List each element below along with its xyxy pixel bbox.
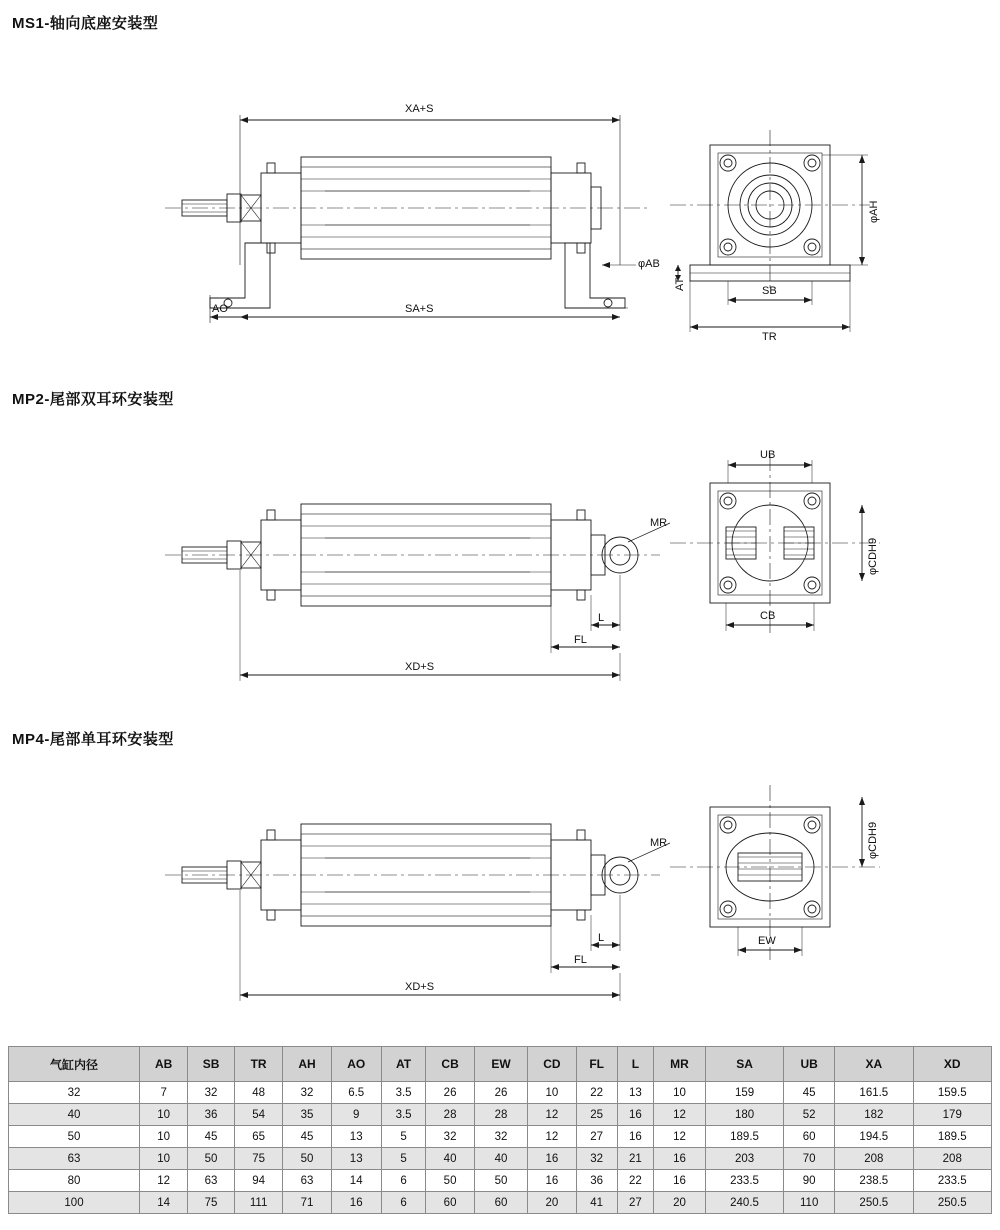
table-cell: 208: [835, 1148, 913, 1170]
table-cell: 12: [654, 1126, 706, 1148]
table-cell: 161.5: [835, 1082, 913, 1104]
table-col-header: CD: [528, 1047, 576, 1082]
table-cell: 13: [331, 1148, 381, 1170]
table-col-header: SA: [705, 1047, 783, 1082]
label-cb: CB: [760, 610, 776, 622]
table-cell: 16: [654, 1170, 706, 1192]
table-cell: 26: [474, 1082, 528, 1104]
table-cell: 203: [705, 1148, 783, 1170]
table-cell: 182: [835, 1104, 913, 1126]
label-sa-s: SA+S: [405, 303, 434, 315]
table-row: [9, 1082, 992, 1104]
table-cell: 45: [283, 1126, 331, 1148]
table-cell: 22: [576, 1082, 617, 1104]
label-cdh9-mp4: φCDH9: [867, 821, 879, 859]
table-cell: 75: [234, 1148, 283, 1170]
table-cell: 63: [188, 1170, 235, 1192]
table-cell: 45: [188, 1126, 235, 1148]
table-cell: 179: [913, 1104, 992, 1126]
table-cell: 60: [784, 1126, 835, 1148]
table-col-header: MR: [654, 1047, 706, 1082]
table-col-header: EW: [474, 1047, 528, 1082]
table-cell: 27: [576, 1126, 617, 1148]
table-cell: 32: [426, 1126, 474, 1148]
figure-mp4: [150, 775, 910, 1025]
table-cell: 63: [283, 1170, 331, 1192]
label-fl-mp4: FL: [574, 954, 587, 966]
table-cell: 27: [617, 1192, 653, 1214]
table-cell: 180: [705, 1104, 783, 1126]
table-cell: 159.5: [913, 1082, 992, 1104]
label-fl-mp2: FL: [574, 634, 587, 646]
table-cell: 12: [140, 1170, 188, 1192]
figure-mp4-drawing: [150, 775, 910, 1025]
table-col-header: 气缸内径: [9, 1047, 140, 1082]
table-cell: 240.5: [705, 1192, 783, 1214]
table-cell: 5: [381, 1126, 426, 1148]
figure-ms1: [150, 95, 910, 360]
table-cell: 48: [234, 1082, 283, 1104]
table-cell: 12: [528, 1126, 576, 1148]
table-cell: 100: [9, 1192, 140, 1214]
table-cell: 14: [140, 1192, 188, 1214]
table-cell: 10: [528, 1082, 576, 1104]
table-cell: 28: [426, 1104, 474, 1126]
table-cell: 16: [617, 1104, 653, 1126]
table-cell: 12: [654, 1104, 706, 1126]
label-l-mp2: L: [598, 612, 605, 624]
table-cell: 111: [234, 1192, 283, 1214]
label-ub: UB: [760, 449, 776, 461]
table-cell: 32: [9, 1082, 140, 1104]
table-cell: 194.5: [835, 1126, 913, 1148]
table-cell: 16: [528, 1148, 576, 1170]
table-cell: 16: [331, 1192, 381, 1214]
table-cell: 32: [188, 1082, 235, 1104]
table-col-header: AH: [283, 1047, 331, 1082]
table-cell: 90: [784, 1170, 835, 1192]
label-ew: EW: [758, 935, 776, 947]
table-cell: 20: [654, 1192, 706, 1214]
table-cell: 40: [426, 1148, 474, 1170]
figure-mp2: [150, 435, 910, 715]
table-cell: 32: [474, 1126, 528, 1148]
table-cell: 36: [576, 1170, 617, 1192]
table-col-header: AB: [140, 1047, 188, 1082]
table-row: [9, 1148, 992, 1170]
label-xd-s-mp2: XD+S: [405, 661, 435, 673]
table-cell: 20: [528, 1192, 576, 1214]
table-cell: 22: [617, 1170, 653, 1192]
table-cell: 3.5: [381, 1082, 426, 1104]
table-cell: 250.5: [913, 1192, 992, 1214]
table-cell: 32: [576, 1148, 617, 1170]
table-cell: 50: [283, 1148, 331, 1170]
table-col-header: AO: [331, 1047, 381, 1082]
table-cell: 52: [784, 1104, 835, 1126]
table-cell: 63: [9, 1148, 140, 1170]
table-cell: 50: [9, 1126, 140, 1148]
table-cell: 238.5: [835, 1170, 913, 1192]
table-col-header: XD: [913, 1047, 992, 1082]
table-cell: 250.5: [835, 1192, 913, 1214]
table-cell: 71: [283, 1192, 331, 1214]
table-cell: 94: [234, 1170, 283, 1192]
table-col-header: TR: [234, 1047, 283, 1082]
table-cell: 40: [474, 1148, 528, 1170]
table-cell: 50: [188, 1148, 235, 1170]
section-title-mp2: MP2-尾部双耳环安装型: [12, 391, 174, 408]
label-ab: φAB: [638, 258, 660, 270]
label-tr: TR: [762, 331, 777, 343]
table-cell: 54: [234, 1104, 283, 1126]
table-cell: 208: [913, 1148, 992, 1170]
table-cell: 10: [654, 1082, 706, 1104]
label-cdh9-mp2: φCDH9: [867, 537, 879, 575]
table-cell: 16: [654, 1148, 706, 1170]
table-cell: 50: [426, 1170, 474, 1192]
table-cell: 70: [784, 1148, 835, 1170]
table-cell: 9: [331, 1104, 381, 1126]
label-xd-s-mp4: XD+S: [405, 981, 435, 993]
label-mr-mp2: MR: [650, 517, 668, 529]
label-mr-mp4: MR: [650, 837, 668, 849]
label-ao: AO: [212, 303, 228, 315]
table-row: [9, 1104, 992, 1126]
table-cell: 16: [528, 1170, 576, 1192]
table-col-header: FL: [576, 1047, 617, 1082]
dimension-table: [8, 1046, 992, 1214]
table-cell: 10: [140, 1104, 188, 1126]
table-cell: 35: [283, 1104, 331, 1126]
table-col-header: L: [617, 1047, 653, 1082]
table-cell: 50: [474, 1170, 528, 1192]
table-row: [9, 1170, 992, 1192]
table-col-header: XA: [835, 1047, 913, 1082]
table-cell: 159: [705, 1082, 783, 1104]
table-cell: 13: [331, 1126, 381, 1148]
table-row: [9, 1192, 992, 1214]
table-cell: 60: [474, 1192, 528, 1214]
table-cell: 45: [784, 1082, 835, 1104]
label-l-mp4: L: [598, 932, 605, 944]
label-ah: φAH: [868, 200, 880, 223]
table-cell: 16: [617, 1126, 653, 1148]
table-cell: 75: [188, 1192, 235, 1214]
table-cell: 26: [426, 1082, 474, 1104]
table-col-header: CB: [426, 1047, 474, 1082]
table-col-header: SB: [188, 1047, 235, 1082]
table-cell: 6.5: [331, 1082, 381, 1104]
table-cell: 28: [474, 1104, 528, 1126]
table-header-row: [9, 1047, 992, 1082]
table-cell: 5: [381, 1148, 426, 1170]
table-cell: 40: [9, 1104, 140, 1126]
table-cell: 25: [576, 1104, 617, 1126]
table-cell: 233.5: [913, 1170, 992, 1192]
table-cell: 21: [617, 1148, 653, 1170]
table-cell: 14: [331, 1170, 381, 1192]
table-cell: 189.5: [705, 1126, 783, 1148]
label-sb: SB: [762, 285, 777, 297]
table-cell: 65: [234, 1126, 283, 1148]
table-body: [9, 1082, 992, 1214]
section-title-mp4: MP4-尾部单耳环安装型: [12, 731, 174, 748]
table-cell: 10: [140, 1148, 188, 1170]
table-cell: 233.5: [705, 1170, 783, 1192]
table-cell: 80: [9, 1170, 140, 1192]
table-cell: 189.5: [913, 1126, 992, 1148]
figure-mp2-drawing: [150, 435, 910, 715]
table-cell: 110: [784, 1192, 835, 1214]
table-row: [9, 1126, 992, 1148]
table-cell: 32: [283, 1082, 331, 1104]
label-at: AT: [674, 277, 686, 291]
table-cell: 41: [576, 1192, 617, 1214]
table-cell: 6: [381, 1170, 426, 1192]
table-cell: 13: [617, 1082, 653, 1104]
table-cell: 6: [381, 1192, 426, 1214]
table-cell: 12: [528, 1104, 576, 1126]
table-cell: 10: [140, 1126, 188, 1148]
table-cell: 7: [140, 1082, 188, 1104]
table-cell: 60: [426, 1192, 474, 1214]
table-col-header: UB: [784, 1047, 835, 1082]
table-cell: 3.5: [381, 1104, 426, 1126]
section-title-ms1: MS1-轴向底座安装型: [12, 15, 159, 32]
table-cell: 36: [188, 1104, 235, 1126]
figure-ms1-drawing: [150, 95, 910, 360]
table-col-header: AT: [381, 1047, 426, 1082]
label-xa-s: XA+S: [405, 103, 434, 115]
